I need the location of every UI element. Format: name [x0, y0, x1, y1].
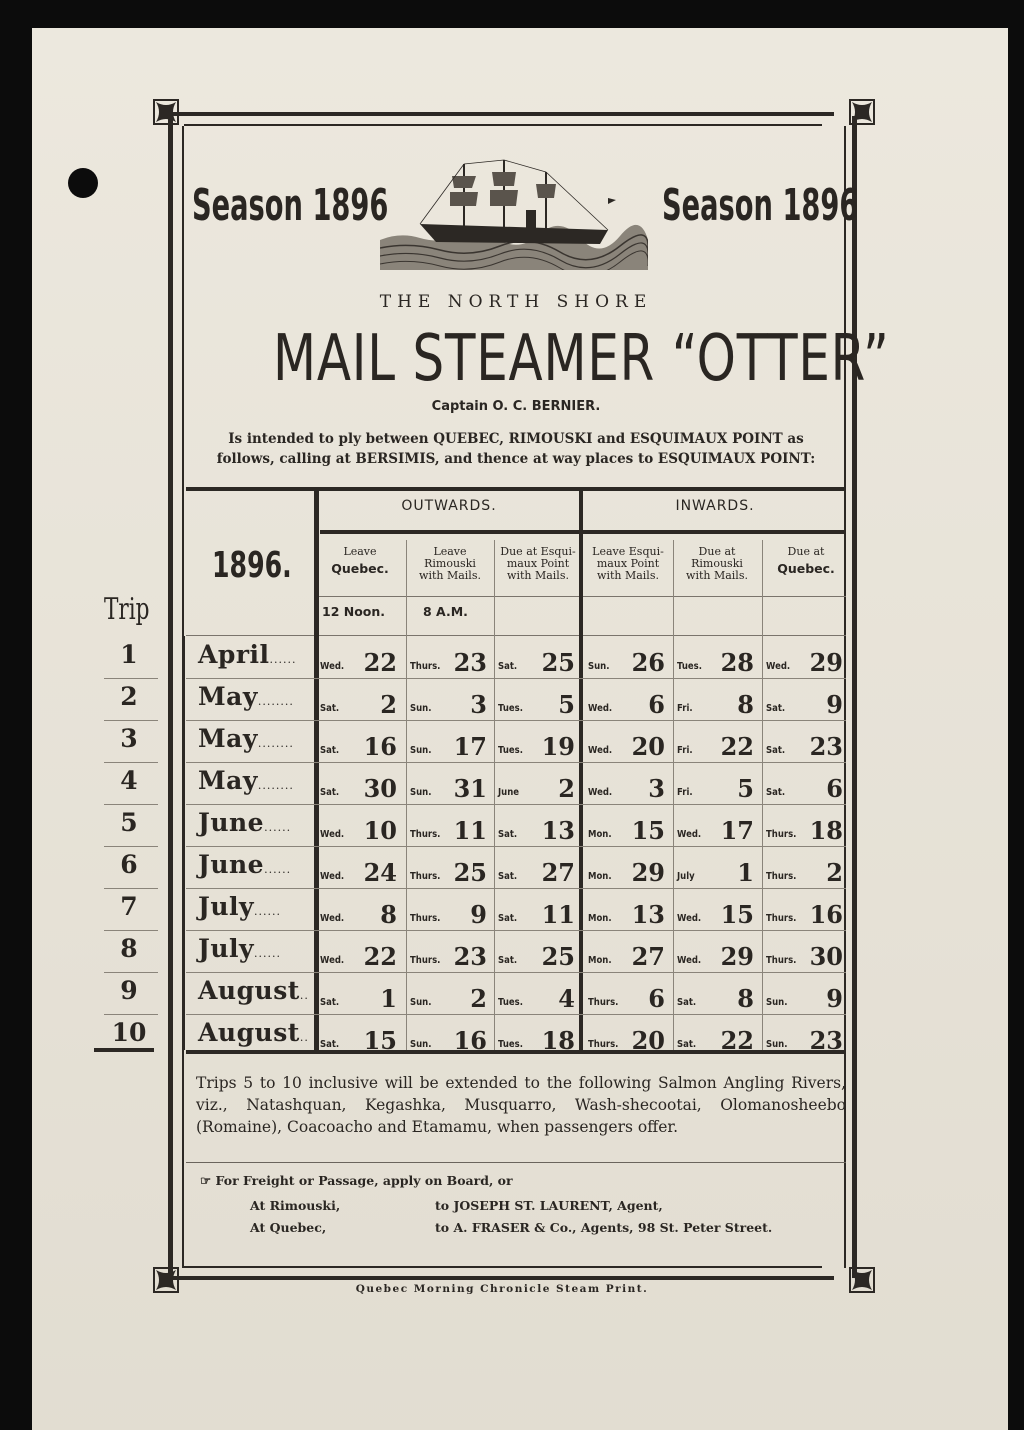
schedule-cell [316, 1014, 401, 1056]
schedule-cell [584, 1014, 669, 1056]
day-number: 1 [380, 984, 397, 1013]
day-number: 9 [826, 690, 843, 719]
schedule-cell [316, 930, 401, 972]
day-of-week: Mon. [588, 871, 612, 882]
schedule-cell [316, 762, 401, 804]
schedule-cell [673, 762, 758, 804]
day-number: 30 [809, 942, 843, 971]
leader-dots: ...... [269, 653, 297, 666]
column-header-line: with Mails. [507, 569, 569, 582]
season-title-right: Season 1896 [662, 180, 859, 231]
day-number: 3 [648, 774, 665, 803]
trip-month-text: August [198, 976, 300, 1005]
trip-row-rule-8 [104, 972, 158, 973]
column-header-line: with Mails. [419, 569, 481, 582]
trip-number: 3 [120, 724, 138, 753]
schedule-cell [762, 1014, 847, 1056]
intro-line-2: follows, calling at BERSIMIS, and thence at way places to ESQUIMAUX POINT: [216, 451, 816, 467]
day-of-week: Sat. [498, 829, 518, 840]
trip-number: 7 [120, 892, 138, 921]
day-of-week: Wed. [677, 829, 702, 840]
leader-dots: ...... [264, 821, 292, 834]
steamship-engraving [380, 158, 648, 270]
schedule-cell [494, 1014, 579, 1056]
day-of-week: July [677, 871, 695, 882]
day-number: 18 [541, 1026, 575, 1055]
day-number: 5 [558, 690, 575, 719]
leader-dots: .. [299, 989, 309, 1002]
schedule-cell [673, 804, 758, 846]
schedule-cell [406, 972, 491, 1014]
schedule-cell [406, 678, 491, 720]
table-top-rule [186, 487, 846, 491]
day-number: 19 [541, 732, 575, 761]
trip-month-text: June [198, 808, 265, 837]
trip-row-rule-7 [104, 930, 158, 931]
frame-top-rule [170, 112, 834, 116]
day-number: 2 [826, 858, 843, 887]
corner-ornament-bottom-right [848, 1266, 876, 1294]
day-number: 8 [737, 984, 754, 1013]
salmon-rivers-note-text: Trips 5 to 10 inclusive will be extended to the following Salmon Angling Rivers, viz., Natashquan, Kegashka, Musquarro, Wash-shecootai, Olomanosheebo (Romaine), Coacoacho and Etamamu, when passengers offer. [196, 1074, 846, 1136]
day-number: 23 [453, 942, 487, 971]
schedule-cell [762, 678, 847, 720]
schedule-cell [406, 888, 491, 930]
schedule-cell [316, 804, 401, 846]
day-number: 3 [470, 690, 487, 719]
schedule-cell [762, 762, 847, 804]
day-number: 29 [809, 648, 843, 677]
day-number: 15 [363, 1026, 397, 1055]
trip-row-rule-1 [104, 678, 158, 679]
column-header-line: Leave [433, 545, 467, 558]
day-of-week: Sun. [410, 1039, 432, 1050]
leader-dots: ........ [257, 779, 294, 792]
schedule-cell [673, 972, 758, 1014]
day-of-week: Sat. [320, 703, 340, 714]
trip-number: 1 [120, 640, 138, 669]
column-header-line: with Mails. [686, 569, 748, 582]
main-title [186, 322, 890, 396]
day-number: 11 [453, 816, 487, 845]
day-of-week: Sun. [766, 997, 788, 1008]
schedule-cell [316, 720, 401, 762]
day-number: 9 [470, 900, 487, 929]
schedule-cell [494, 804, 579, 846]
day-of-week: Wed. [320, 829, 345, 840]
day-of-week: Tues. [498, 1039, 523, 1050]
column-header-line: maux Point [506, 557, 570, 570]
day-number: 23 [809, 1026, 843, 1055]
day-of-week: Tues. [498, 703, 523, 714]
column-header-line: with Mails. [597, 569, 659, 582]
day-number: 4 [558, 984, 575, 1013]
schedule-cell [406, 930, 491, 972]
schedule-cell [406, 804, 491, 846]
schedule-cell [762, 804, 847, 846]
day-number: 17 [720, 816, 754, 845]
day-of-week: Thurs. [410, 829, 441, 840]
day-number: 8 [737, 690, 754, 719]
schedule-cell [584, 846, 669, 888]
schedule-cell [762, 972, 847, 1014]
frame-bottom-rule [170, 1276, 834, 1280]
schedule-cell [406, 762, 491, 804]
main-title-text: MAIL STEAMER “OTTER” [272, 322, 890, 396]
day-number: 8 [380, 900, 397, 929]
punch-hole [68, 168, 98, 198]
day-of-week: Wed. [677, 955, 702, 966]
schedule-cell [316, 636, 401, 678]
trip-column-label: Trip [104, 592, 150, 627]
day-number: 29 [631, 858, 665, 887]
day-of-week: Sat. [766, 787, 786, 798]
day-number: 29 [720, 942, 754, 971]
day-number: 5 [737, 774, 754, 803]
corner-ornament-top-left [152, 98, 180, 126]
day-number: 2 [558, 774, 575, 803]
day-number: 6 [826, 774, 843, 803]
day-of-week: Fri. [677, 787, 693, 798]
day-of-week: June [498, 787, 520, 798]
frame-right-rule [852, 116, 857, 1278]
schedule-cell [584, 762, 669, 804]
day-of-week: Mon. [588, 829, 612, 840]
day-of-week: Thurs. [766, 955, 797, 966]
day-of-week: Wed. [677, 913, 702, 924]
trip-row-rule-4 [104, 804, 158, 805]
day-number: 15 [720, 900, 754, 929]
trip-number: 2 [120, 682, 138, 711]
column-header-line: Due at [787, 545, 825, 558]
season-title-left: Season 1896 [192, 180, 389, 231]
trip-row-rule-5 [104, 846, 158, 847]
trip-month-text: June [198, 850, 265, 879]
schedule-cell [584, 930, 669, 972]
schedule-cell [406, 720, 491, 762]
day-number: 20 [631, 732, 665, 761]
day-number: 2 [380, 690, 397, 719]
day-number: 13 [541, 816, 575, 845]
day-of-week: Sat. [766, 703, 786, 714]
day-number: 26 [631, 648, 665, 677]
column-header-line: Rimouski [691, 557, 743, 570]
schedule-cell [673, 888, 758, 930]
printer-imprint: Quebec Morning Chronicle Steam Print. [355, 1283, 649, 1295]
day-of-week: Sun. [588, 661, 610, 672]
schedule-cell [762, 720, 847, 762]
day-number: 10 [363, 816, 397, 845]
day-of-week: Fri. [677, 745, 693, 756]
day-number: 25 [453, 858, 487, 887]
day-of-week: Sat. [677, 997, 697, 1008]
trip-month-text: May [198, 766, 258, 795]
schedule-cell [494, 888, 579, 930]
trip-underline [94, 1048, 154, 1052]
freight-place-rimouski: At Rimouski, [250, 1198, 341, 1213]
salmon-rivers-note [196, 1072, 846, 1138]
trip-month [198, 850, 291, 879]
day-number: 22 [363, 648, 397, 677]
day-number: 30 [363, 774, 397, 803]
trip-month [198, 1018, 309, 1047]
day-of-week: Sat. [677, 1039, 697, 1050]
schedule-cell [762, 930, 847, 972]
trip-month [198, 682, 294, 711]
leader-dots: ........ [257, 737, 294, 750]
schedule-cell [494, 720, 579, 762]
column-header-2 [406, 546, 494, 582]
leader-dots: ...... [254, 947, 282, 960]
trip-month [198, 766, 294, 795]
column-header-place: Quebec. [331, 561, 389, 576]
day-of-week: Thurs. [410, 913, 441, 924]
schedule-cell [673, 930, 758, 972]
day-of-week: Tues. [498, 745, 523, 756]
schedule-cell [406, 846, 491, 888]
schedule-cell [584, 972, 669, 1014]
day-of-week: Tues. [498, 997, 523, 1008]
schedule-cell [673, 636, 758, 678]
column-header-6 [762, 546, 850, 575]
subtitle-north-shore: THE NORTH SHORE [379, 292, 653, 312]
schedule-cell [762, 636, 847, 678]
trip-row-rule-3 [104, 762, 158, 763]
day-number: 9 [826, 984, 843, 1013]
schedule-cell [673, 1014, 758, 1056]
schedule-cell [762, 888, 847, 930]
schedule-cell [316, 888, 401, 930]
corner-ornament-top-right [848, 98, 876, 126]
day-number: 27 [631, 942, 665, 971]
day-of-week: Sat. [498, 871, 518, 882]
trip-column-rule [182, 636, 185, 1050]
departure-time-rimouski: 8 A.M. [423, 604, 468, 619]
day-of-week: Sun. [410, 787, 432, 798]
column-header-place: Quebec. [777, 561, 835, 576]
day-of-week: Mon. [588, 955, 612, 966]
trip-month [198, 892, 281, 921]
trip-month-text: August [198, 1018, 300, 1047]
schedule-cell [316, 972, 401, 1014]
day-number: 23 [453, 648, 487, 677]
trip-month-text: July [198, 892, 255, 921]
schedule-cell [494, 846, 579, 888]
day-number: 2 [470, 984, 487, 1013]
day-number: 17 [453, 732, 487, 761]
schedule-cell [494, 930, 579, 972]
column-header-line: Rimouski [424, 557, 476, 570]
schedule-cell [762, 846, 847, 888]
day-of-week: Sat. [320, 1039, 340, 1050]
column-header-4 [584, 546, 672, 582]
day-of-week: Thurs. [766, 871, 797, 882]
frame-bottom-inner-rule [184, 1266, 822, 1268]
column-header-line: Due at [698, 545, 736, 558]
column-header-line: Due at Esqui- [500, 545, 576, 558]
trip-month [198, 934, 281, 963]
day-number: 23 [809, 732, 843, 761]
day-number: 16 [363, 732, 397, 761]
column-header-line: Leave Esqui- [592, 545, 664, 558]
leader-dots: ...... [254, 905, 282, 918]
column-header-5 [673, 546, 761, 582]
schedule-cell [316, 846, 401, 888]
schedule-cell [494, 636, 579, 678]
schedule-cell [584, 678, 669, 720]
day-of-week: Sat. [320, 787, 340, 798]
frame-top-inner-rule [184, 124, 822, 126]
inwards-header: INWARDS. [675, 498, 755, 514]
day-of-week: Sun. [410, 745, 432, 756]
captain-line: Captain O. C. BERNIER. [431, 399, 601, 414]
day-of-week: Wed. [588, 703, 613, 714]
freight-line: ☞ For Freight or Passage, apply on Board, or [200, 1173, 513, 1188]
trip-month-text: May [198, 682, 258, 711]
leader-dots: ...... [264, 863, 292, 876]
day-number: 1 [737, 858, 754, 887]
trip-number: 8 [120, 934, 138, 963]
schedule-cell [673, 846, 758, 888]
freight-place-quebec: At Quebec, [250, 1220, 327, 1235]
leader-dots: ........ [257, 695, 294, 708]
day-number: 15 [631, 816, 665, 845]
schedule-cell [584, 888, 669, 930]
day-number: 22 [363, 942, 397, 971]
freight-separator-rule [186, 1162, 846, 1163]
trip-month-text: April [198, 640, 270, 669]
day-of-week: Tues. [677, 661, 702, 672]
schedule-cell [673, 720, 758, 762]
trip-row-rule-2 [104, 720, 158, 721]
schedule-cell [494, 678, 579, 720]
day-of-week: Wed. [588, 745, 613, 756]
day-of-week: Thurs. [588, 1039, 619, 1050]
trip-month-text: May [198, 724, 258, 753]
trip-row-rule-6 [104, 888, 158, 889]
column-header-line: Leave [343, 545, 377, 558]
day-number: 28 [720, 648, 754, 677]
day-of-week: Wed. [766, 661, 791, 672]
column-header-3 [494, 546, 582, 582]
column-header-line: maux Point [596, 557, 660, 570]
day-of-week: Wed. [320, 913, 345, 924]
trip-number: 9 [120, 976, 138, 1005]
day-of-week: Sun. [766, 1039, 788, 1050]
day-number: 6 [648, 984, 665, 1013]
day-number: 31 [453, 774, 487, 803]
trip-row-rule-9 [104, 1014, 158, 1015]
group-header-rule [320, 530, 846, 534]
leader-dots: .. [299, 1031, 309, 1044]
column-header-1 [316, 546, 404, 575]
trip-month [198, 724, 294, 753]
day-of-week: Sat. [498, 661, 518, 672]
day-number: 25 [541, 648, 575, 677]
schedule-cell [584, 636, 669, 678]
day-of-week: Thurs. [766, 913, 797, 924]
day-number: 18 [809, 816, 843, 845]
schedule-cell [316, 678, 401, 720]
day-of-week: Wed. [320, 661, 345, 672]
day-number: 25 [541, 942, 575, 971]
day-number: 22 [720, 732, 754, 761]
trip-month [198, 808, 291, 837]
trip-month-text: July [198, 934, 255, 963]
day-number: 20 [631, 1026, 665, 1055]
trip-number: 4 [120, 766, 138, 795]
freight-agent-rimouski: to JOSEPH ST. LAURENT, Agent, [435, 1198, 663, 1213]
trip-number: 6 [120, 850, 138, 879]
day-of-week: Thurs. [588, 997, 619, 1008]
schedule-cell [406, 636, 491, 678]
day-number: 6 [648, 690, 665, 719]
day-number: 22 [720, 1026, 754, 1055]
day-of-week: Sun. [410, 703, 432, 714]
day-number: 11 [541, 900, 575, 929]
day-of-week: Thurs. [410, 955, 441, 966]
day-of-week: Mon. [588, 913, 612, 924]
day-of-week: Sat. [498, 955, 518, 966]
schedule-cell [673, 678, 758, 720]
day-of-week: Sun. [410, 997, 432, 1008]
freight-agent-quebec: to A. FRASER & Co., Agents, 98 St. Peter Street. [435, 1220, 773, 1235]
day-of-week: Thurs. [410, 871, 441, 882]
day-of-week: Wed. [588, 787, 613, 798]
trip-number: 10 [111, 1018, 147, 1047]
departure-time-quebec: 12 Noon. [322, 604, 386, 619]
frame-left-rule [168, 116, 173, 1278]
day-of-week: Sat. [498, 913, 518, 924]
day-number: 16 [453, 1026, 487, 1055]
schedule-cell [584, 804, 669, 846]
year-label: 1896. [212, 545, 292, 586]
outwards-header: OUTWARDS. [401, 498, 497, 514]
intro-line-1: Is intended to ply between QUEBEC, RIMOUSKI and ESQUIMAUX POINT as [228, 431, 804, 447]
schedule-cell [494, 972, 579, 1014]
trip-number: 5 [120, 808, 138, 837]
day-of-week: Thurs. [410, 661, 441, 672]
day-of-week: Sat. [320, 997, 340, 1008]
day-number: 13 [631, 900, 665, 929]
day-number: 24 [363, 858, 397, 887]
trip-month [198, 976, 309, 1005]
schedule-cell [406, 1014, 491, 1056]
day-number: 16 [809, 900, 843, 929]
trip-month [198, 640, 297, 669]
schedule-cell [494, 762, 579, 804]
day-of-week: Wed. [320, 871, 345, 882]
day-number: 27 [541, 858, 575, 887]
day-of-week: Sat. [320, 745, 340, 756]
schedule-cell [584, 720, 669, 762]
day-of-week: Thurs. [766, 829, 797, 840]
day-of-week: Fri. [677, 703, 693, 714]
day-of-week: Sat. [766, 745, 786, 756]
day-of-week: Wed. [320, 955, 345, 966]
